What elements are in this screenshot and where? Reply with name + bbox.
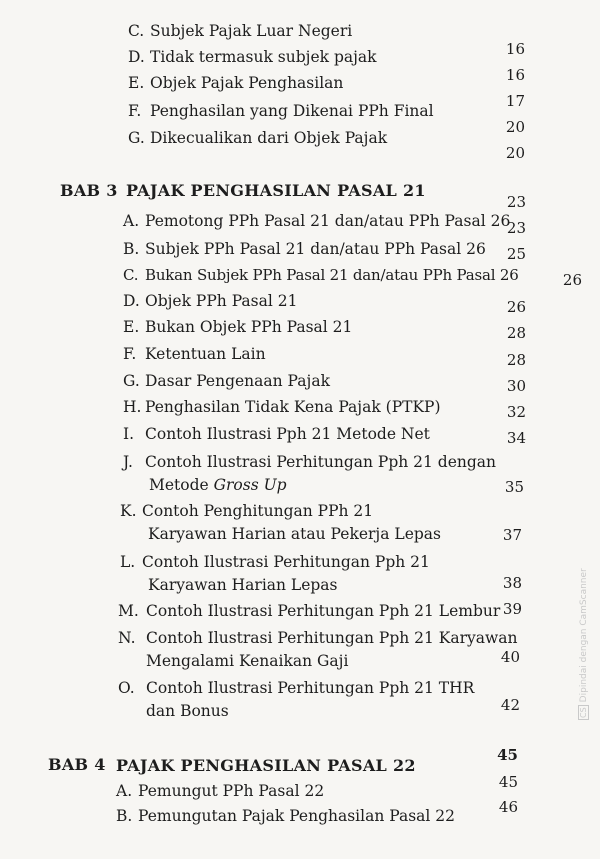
chapter-page-number: 45	[497, 746, 518, 764]
toc-entry: O. Contoh Ilustrasi Perhitungan Pph 21 THR	[118, 679, 475, 697]
toc-entry: N. Contoh Ilustrasi Perhitungan Pph 21 Karyawan	[118, 629, 518, 647]
page-number: 45	[498, 773, 518, 791]
chapter-page-number: 23	[506, 193, 526, 211]
page-number: 38	[502, 574, 522, 592]
page-number: 30	[506, 377, 526, 395]
camscanner-watermark: CSDipindai dengan CamScanner	[579, 568, 589, 718]
chapter-label: BAB 3	[60, 181, 118, 200]
page-number: 20	[505, 144, 525, 162]
toc-entry-continuation: Mengalami Kenaikan Gaji	[146, 652, 349, 670]
page-number: 16	[505, 66, 525, 84]
toc-entry-continuation: Metode Gross Up	[149, 476, 287, 494]
page-number: 37	[502, 526, 522, 544]
toc-entry: A. Pemotong PPh Pasal 21 dan/atau PPh Pasal 26	[123, 212, 511, 230]
page-number: 39	[502, 600, 522, 618]
toc-entry-continuation: dan Bonus	[146, 702, 229, 720]
page-number: 40	[500, 648, 520, 666]
toc-entry-d: D. Tidak termasuk subjek pajak	[128, 48, 377, 66]
page-number: 17	[505, 92, 525, 110]
toc-entry: D. Objek PPh Pasal 21	[123, 292, 298, 310]
toc-entry: B. Pemungutan Pajak Penghasilan Pasal 22	[116, 807, 456, 825]
toc-entry: E. Bukan Objek PPh Pasal 21	[123, 318, 353, 336]
page-number: 35	[504, 478, 524, 496]
page-number: 32	[506, 403, 526, 421]
toc-entry: K. Contoh Penghitungan PPh 21	[120, 502, 374, 520]
chapter-label: BAB 4	[48, 755, 106, 774]
toc-entry-g: G. Dikecualikan dari Objek Pajak	[128, 129, 388, 147]
page-number: 34	[506, 429, 526, 447]
page-number: 16	[505, 40, 525, 58]
toc-entry: J. Contoh Ilustrasi Perhitungan Pph 21 dengan	[123, 453, 497, 471]
page-number: 28	[506, 351, 526, 369]
page-number: 20	[505, 118, 525, 136]
toc-entry: H. Penghasilan Tidak Kena Pajak (PTKP)	[123, 398, 441, 416]
toc-entry-continuation: Karyawan Harian Lepas	[148, 576, 338, 594]
toc-entry: A. Pemungut PPh Pasal 22	[116, 782, 325, 800]
page-number: 26	[506, 298, 526, 316]
page-number: 28	[506, 324, 526, 342]
page-number: 46	[498, 798, 518, 816]
toc-entry-continuation: Karyawan Harian atau Pekerja Lepas	[148, 525, 441, 543]
page-number: 26	[562, 271, 582, 289]
toc-entry: M. Contoh Ilustrasi Perhitungan Pph 21 Lembur	[118, 602, 501, 620]
chapter-title: PAJAK PENGHASILAN PASAL 21	[126, 181, 426, 200]
page-number: 25	[506, 245, 526, 263]
toc-entry: B. Subjek PPh Pasal 21 dan/atau PPh Pasal 26	[123, 240, 486, 258]
camscanner-badge-icon: CS	[579, 707, 588, 718]
page-number: 23	[506, 219, 526, 237]
toc-entry-e: E. Objek Pajak Penghasilan	[128, 74, 344, 92]
toc-entry: G. Dasar Pengenaan Pajak	[123, 372, 330, 390]
toc-entry: F. Ketentuan Lain	[123, 345, 266, 363]
toc-entry-c: C. Subjek Pajak Luar Negeri	[128, 22, 353, 40]
toc-entry-f: F. Penghasilan yang Dikenai PPh Final	[128, 102, 434, 120]
toc-entry: I. Contoh Ilustrasi Pph 21 Metode Net	[123, 425, 430, 443]
chapter-title: PAJAK PENGHASILAN PASAL 22	[116, 756, 416, 775]
toc-entry: L. Contoh Ilustrasi Perhitungan Pph 21	[120, 553, 430, 571]
page-number: 42	[500, 696, 520, 714]
toc-entry: C. Bukan Subjek PPh Pasal 21 dan/atau PPh Pasal 26	[123, 266, 519, 284]
